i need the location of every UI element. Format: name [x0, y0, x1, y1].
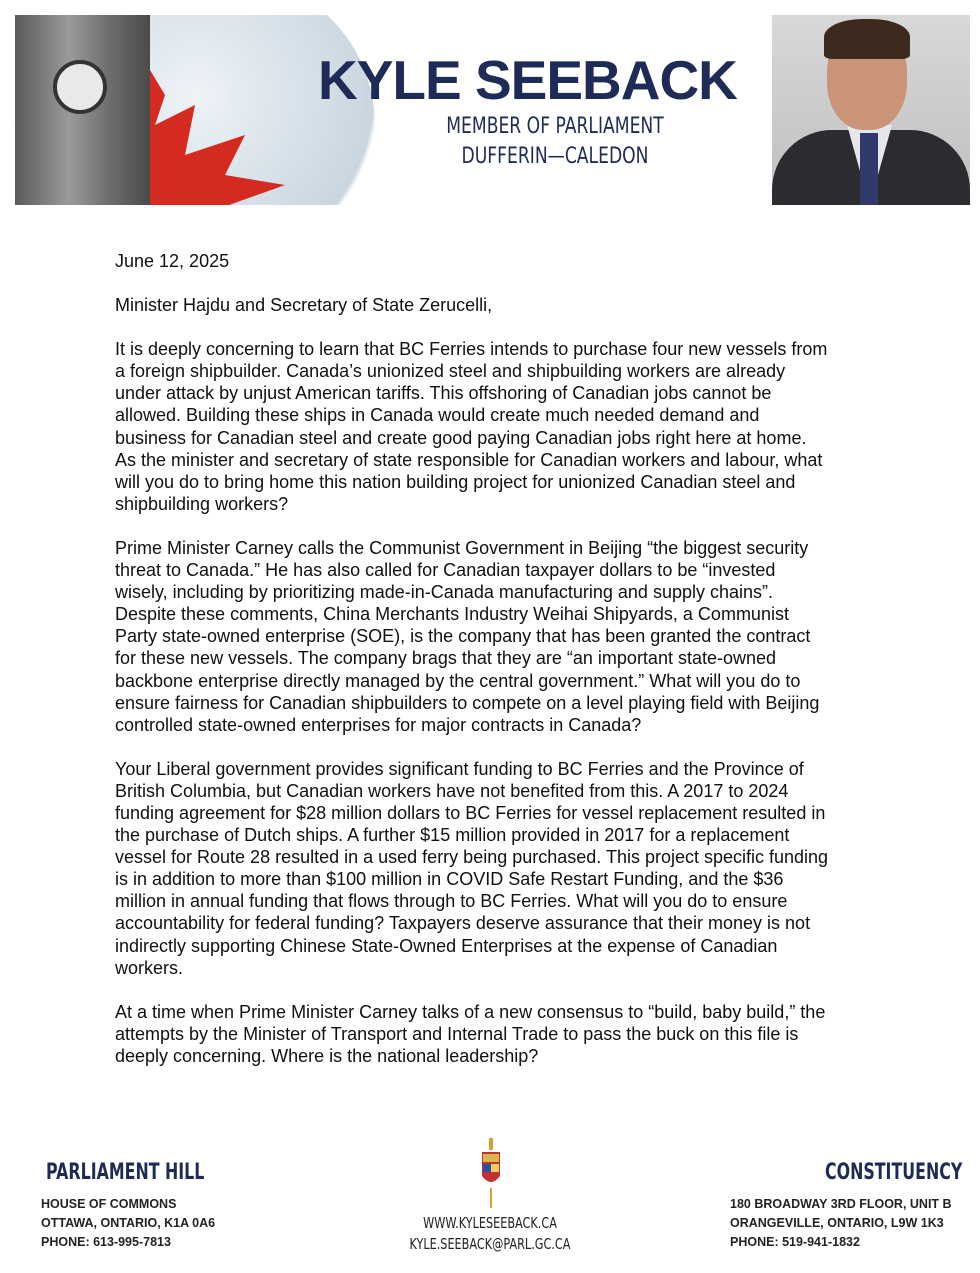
letter-salutation: Minister Hajdu and Secretary of State Zerucelli,	[115, 295, 493, 316]
paragraph-line: allowed. Building these ships in Canada would create much needed demand and	[115, 405, 760, 426]
paragraph-line: will you do to bring home this nation building project for unionized Canadian steel and	[115, 471, 796, 492]
footer-left-address	[41, 1195, 215, 1252]
paragraph-line: the purchase of Dutch ships. A further $15 million provided in 2017 for a replacement	[115, 825, 790, 846]
paragraph-line: is in addition to more than $100 million in COVID Safe Restart Funding, and the $36	[115, 869, 784, 890]
paragraph-line: Prime Minister Carney calls the Communist Government in Beijing “the biggest security	[115, 537, 809, 558]
phone-line: PHONE: 613-995-7813	[41, 1235, 171, 1249]
letter-paragraph	[115, 758, 895, 979]
paragraph-line: accountability for federal funding? Taxpayers deserve assurance that their money is not	[115, 913, 811, 934]
paragraph-line: Party state-owned enterprise (SOE), is the company that has been granted the contract	[115, 626, 811, 647]
paragraph-line: British Columbia, but Canadian workers have not benefited from this. A 2017 to 2024	[115, 780, 789, 801]
address-line: OTTAWA, ONTARIO, K1A 0A6	[41, 1216, 216, 1230]
paragraph-line: controlled state-owned enterprises for major contracts in Canada?	[115, 714, 642, 735]
letter-paragraph	[115, 338, 895, 515]
paragraph-line: funding agreement for $28 million dollars to BC Ferries for vessel replacement resulted in	[115, 802, 826, 823]
website-link[interactable]: WWW.KYLESEEBACK.CA	[423, 1214, 557, 1232]
mp-portrait-photo	[772, 15, 970, 205]
footer-right-address	[730, 1195, 952, 1252]
paragraph-line: Despite these comments, China Merchants Industry Weihai Shipyards, a Communist	[115, 604, 789, 625]
paragraph-line: vessel for Route 28 resulted in a used ferry being purchased. This project specific funding	[115, 847, 829, 868]
house-of-commons-crest-icon	[480, 1138, 502, 1210]
paragraph-line: a foreign shipbuilder. Canada’s unionized steel and shipbuilding workers are already	[115, 361, 786, 382]
address-line: 180 BROADWAY 3RD FLOOR, UNIT B	[730, 1197, 952, 1211]
paragraph-line: deeply concerning. Where is the national leadership?	[115, 1045, 539, 1066]
paragraph-line: business for Canadian steel and create good paying Canadian jobs right here at home.	[115, 427, 807, 448]
address-line: ORANGEVILLE, ONTARIO, L9W 1K3	[730, 1216, 944, 1230]
paragraph-line: Your Liberal government provides significant funding to BC Ferries and the Province of	[115, 758, 804, 779]
paragraph-line: As the minister and secretary of state responsible for Canadian workers and labour, what	[115, 449, 823, 470]
letter-body	[115, 250, 895, 1089]
paragraph-line: wisely, including by prioritizing made-in-Canada manufacturing and supply chains”.	[115, 582, 774, 603]
mp-name: KYLE SEEBACK	[318, 49, 737, 111]
paragraph-line: At a time when Prime Minister Carney talks of a new consensus to “build, baby build,” the	[115, 1001, 826, 1022]
paragraph-line: shipbuilding workers?	[115, 493, 289, 514]
letter-date: June 12, 2025	[115, 251, 230, 271]
paragraph-line: workers.	[115, 957, 184, 978]
address-line: HOUSE OF COMMONS	[41, 1197, 177, 1211]
footer-contact	[380, 1213, 600, 1255]
paragraph-line: indirectly supporting Chinese State-Owned Enterprises at the expense of Canadian	[115, 935, 778, 956]
mp-riding: DUFFERIN—CALEDON	[461, 144, 649, 169]
paragraph-line: under attack by unjust American tariffs. This offshoring of Canadian jobs cannot be	[115, 383, 772, 404]
paragraph-line: threat to Canada.” He has also called for Canadian taxpayer dollars to be “invested	[115, 560, 776, 581]
paragraph-line: It is deeply concerning to learn that BC Ferries intends to purchase four new vessels from	[115, 339, 828, 360]
paragraph-line: million in annual funding that flows through to BC Ferries. What will you do to ensure	[115, 891, 788, 912]
peace-tower-image	[15, 15, 150, 205]
paragraph-line: for these new vessels. The company brags that they are “an important state-owned	[115, 648, 777, 669]
mp-title: MEMBER OF PARLIAMENT	[446, 114, 664, 139]
clock-icon	[53, 60, 107, 114]
letter-paragraph	[115, 537, 895, 736]
footer-right-heading: CONSTITUENCY	[825, 1160, 963, 1185]
email-link[interactable]: KYLE.SEEBACK@PARL.GC.CA	[409, 1235, 571, 1253]
footer-left-heading: PARLIAMENT HILL	[46, 1160, 205, 1185]
paragraph-line: backbone enterprise directly managed by the central government.” What will you do to	[115, 670, 801, 691]
phone-line: PHONE: 519-941-1832	[730, 1235, 860, 1249]
paragraph-line: attempts by the Minister of Transport and Internal Trade to pass the buck on this file is	[115, 1023, 799, 1044]
letter-paragraph	[115, 1001, 895, 1067]
paragraph-line: ensure fairness for Canadian shipbuilders to compete on a level playing field with Beijing	[115, 692, 820, 713]
